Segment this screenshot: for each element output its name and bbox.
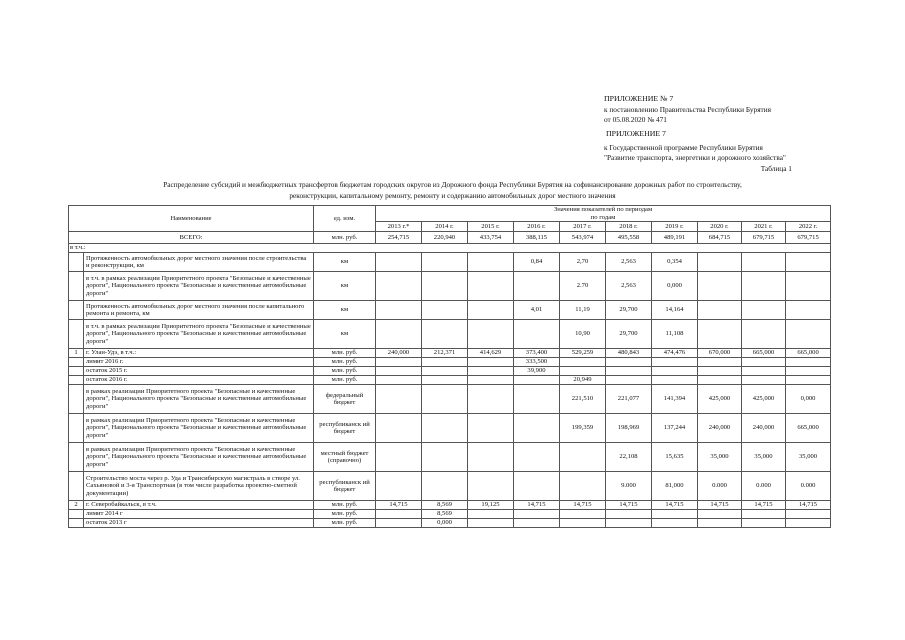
row-value (468, 414, 514, 443)
row-value: 240,000 (376, 349, 422, 358)
row-value: 10,90 (560, 320, 606, 349)
title-line-2: реконструкции, капитальному ремонту, ремонту и содержанию автомобильных дорог местного значения (289, 190, 616, 200)
year-header: 2017 г. (560, 222, 606, 232)
row-value (376, 510, 422, 519)
row-value (422, 472, 468, 501)
row-name: остаток 2013 г (84, 519, 314, 528)
row-value: 14,715 (786, 501, 831, 510)
table-row (69, 253, 831, 272)
row-value (514, 376, 560, 385)
row-value (468, 472, 514, 501)
table-row (69, 272, 831, 301)
row-unit: км (314, 301, 376, 320)
row-value (698, 376, 742, 385)
row-value (422, 301, 468, 320)
row-value (742, 301, 786, 320)
row-value (698, 367, 742, 376)
total-value: 489,191 (652, 232, 698, 244)
row-value (468, 358, 514, 367)
row-value (376, 472, 422, 501)
row-value (376, 519, 422, 528)
row-name: лимит 2016 г. (84, 358, 314, 367)
appendix-number-2: ПРИЛОЖЕНИЕ 7 (606, 129, 666, 138)
row-value (422, 253, 468, 272)
row-value: 14,715 (652, 501, 698, 510)
column-name-header: Наименование (69, 206, 314, 232)
appendix-header (604, 94, 771, 126)
row-value (786, 510, 831, 519)
row-number: 1 (69, 349, 84, 358)
year-header: 2016 г. (514, 222, 560, 232)
row-unit: млн. руб. (314, 358, 376, 367)
row-value: 2,70 (560, 253, 606, 272)
row-name: г. Улан-Удэ, в т.ч.: (84, 349, 314, 358)
row-value: 0,000 (786, 385, 831, 414)
row-value: 665,000 (742, 349, 786, 358)
row-value: 665,000 (786, 414, 831, 443)
table-row (69, 472, 831, 501)
row-value (698, 253, 742, 272)
row-value: 0,84 (514, 253, 560, 272)
row-value (698, 510, 742, 519)
row-value: 20,949 (560, 376, 606, 385)
row-value (376, 443, 422, 472)
row-value (742, 376, 786, 385)
program-name: "Развитие транспорта, энергетики и дорожного хозяйства" (604, 153, 786, 162)
row-value (468, 376, 514, 385)
row-number (69, 510, 84, 519)
row-number: 2 (69, 501, 84, 510)
row-value: 39,900 (514, 367, 560, 376)
year-header: 2013 г.* (376, 222, 422, 232)
row-value (742, 253, 786, 272)
row-number (69, 367, 84, 376)
row-value (560, 510, 606, 519)
row-value (786, 519, 831, 528)
total-value: 684,715 (698, 232, 742, 244)
row-value: 8,569 (422, 501, 468, 510)
row-unit: млн. руб. (314, 519, 376, 528)
table-row (69, 510, 831, 519)
row-number (69, 385, 84, 414)
row-value: 240,000 (698, 414, 742, 443)
row-unit: федеральный бюджет (314, 385, 376, 414)
total-value: 543,974 (560, 232, 606, 244)
row-unit: республиканск ий бюджет (314, 414, 376, 443)
row-name: Протяженность автомобильных дорог местного значения после строительства и реконструкции, км (84, 253, 314, 272)
table-row (69, 519, 831, 528)
row-value (422, 272, 468, 301)
row-value (652, 376, 698, 385)
row-value: 665,000 (786, 349, 831, 358)
row-value: 2.70 (560, 272, 606, 301)
row-number (69, 301, 84, 320)
row-value (560, 367, 606, 376)
row-value (422, 358, 468, 367)
table-row (69, 301, 831, 320)
row-value (560, 443, 606, 472)
row-value: 2,563 (606, 272, 652, 301)
row-value: 414,629 (468, 349, 514, 358)
row-value: 199,359 (560, 414, 606, 443)
row-value (606, 376, 652, 385)
column-years-header: по годам (376, 214, 831, 222)
row-value (422, 367, 468, 376)
row-number (69, 443, 84, 472)
program-reference: к Государственной программе Республики Бурятия (604, 142, 763, 152)
row-value (514, 510, 560, 519)
row-unit: республиканск ий бюджет (314, 472, 376, 501)
row-value: 14,715 (376, 501, 422, 510)
row-value (468, 320, 514, 349)
table-row (69, 414, 831, 443)
table-row (69, 349, 831, 358)
row-value (376, 367, 422, 376)
row-value (468, 301, 514, 320)
row-value: 8,569 (422, 510, 468, 519)
total-value: 495,558 (606, 232, 652, 244)
row-value: 11,19 (560, 301, 606, 320)
row-name: в т.ч. в рамках реализации Приоритетного проекта "Безопасные и качественные дороги", Национального проекта "Безопасные и качественные автомобильные дороги" (84, 320, 314, 349)
row-value (698, 301, 742, 320)
row-value: 198,969 (606, 414, 652, 443)
row-value (514, 414, 560, 443)
row-value (698, 272, 742, 301)
row-value: 2,563 (606, 253, 652, 272)
row-number (69, 519, 84, 528)
row-value (468, 385, 514, 414)
incl-row (69, 244, 831, 253)
row-value (376, 358, 422, 367)
row-value (606, 367, 652, 376)
year-header: 2018 г. (606, 222, 652, 232)
row-value: 425,000 (742, 385, 786, 414)
row-value (698, 358, 742, 367)
row-value (742, 358, 786, 367)
row-value (376, 301, 422, 320)
row-name: остаток 2015 г. (84, 367, 314, 376)
row-value (742, 272, 786, 301)
row-value: 0,000 (652, 272, 698, 301)
total-row (69, 232, 831, 244)
row-unit: млн. руб. (314, 376, 376, 385)
table-row (69, 358, 831, 367)
row-value (560, 519, 606, 528)
row-value: 14,715 (560, 501, 606, 510)
row-value (560, 472, 606, 501)
row-name: в рамках реализации Приоритетного проекта "Безопасные и качественные дороги", Национального проекта "Безопасные и качественные автомобильные дороги" (84, 443, 314, 472)
row-value (786, 376, 831, 385)
row-value (652, 367, 698, 376)
row-value (560, 358, 606, 367)
row-value: 425,000 (698, 385, 742, 414)
row-value: 0.000 (786, 472, 831, 501)
column-values-header: Значения показателей по периодам (376, 206, 831, 214)
row-number (69, 320, 84, 349)
row-value: 221,077 (606, 385, 652, 414)
row-value (606, 519, 652, 528)
row-value (468, 272, 514, 301)
row-value (376, 253, 422, 272)
row-name: в рамках реализации Приоритетного проекта "Безопасные и качественные дороги", Национального проекта "Безопасные и качественные автомобильные дороги" (84, 414, 314, 443)
appendix-number: ПРИЛОЖЕНИЕ № 7 (604, 94, 674, 103)
row-name: в т.ч. в рамках реализации Приоритетного проекта "Безопасные и качественные дороги", Национального проекта "Безопасные и качественные автомобильные дороги" (84, 272, 314, 301)
row-value: 480,843 (606, 349, 652, 358)
row-value (652, 510, 698, 519)
row-name: г. Северобайкальск, в т.ч. (84, 501, 314, 510)
row-value: 137,244 (652, 414, 698, 443)
row-value: 0.000 (698, 472, 742, 501)
row-value (514, 320, 560, 349)
row-value: 670,000 (698, 349, 742, 358)
row-value (376, 272, 422, 301)
row-value (468, 253, 514, 272)
row-number (69, 376, 84, 385)
row-value: 0,354 (652, 253, 698, 272)
row-value (786, 320, 831, 349)
subsidy-table (68, 205, 831, 528)
row-value: 35,000 (786, 443, 831, 472)
year-header: 2014 г. (422, 222, 468, 232)
row-value: 14,715 (742, 501, 786, 510)
total-value: 679,715 (742, 232, 786, 244)
year-header: 2021 г. (742, 222, 786, 232)
table-number: Таблица 1 (760, 163, 792, 173)
row-value (606, 358, 652, 367)
row-value: 22,108 (606, 443, 652, 472)
resolution-reference: к постановлению Правительства Республики Бурятия (604, 104, 772, 114)
row-unit: км (314, 253, 376, 272)
row-number (69, 414, 84, 443)
row-value: 212,371 (422, 349, 468, 358)
year-header: 2019 г. (652, 222, 698, 232)
row-value: 333,500 (514, 358, 560, 367)
row-value: 29,700 (606, 301, 652, 320)
row-unit: млн. руб. (314, 367, 376, 376)
row-number (69, 272, 84, 301)
row-value (468, 443, 514, 472)
row-value (422, 320, 468, 349)
row-value: 4,01 (514, 301, 560, 320)
row-unit: км (314, 320, 376, 349)
total-value: 254,715 (376, 232, 422, 244)
row-value (514, 472, 560, 501)
row-value (786, 367, 831, 376)
row-value (606, 510, 652, 519)
row-value (468, 367, 514, 376)
row-value (422, 376, 468, 385)
row-value (652, 519, 698, 528)
row-value: 373,400 (514, 349, 560, 358)
row-value: 141,394 (652, 385, 698, 414)
row-value (376, 385, 422, 414)
row-value: 81,000 (652, 472, 698, 501)
row-unit: км (314, 272, 376, 301)
row-value: 14,715 (514, 501, 560, 510)
table-row (69, 385, 831, 414)
row-value (514, 519, 560, 528)
year-header: 2020 г. (698, 222, 742, 232)
row-value (422, 443, 468, 472)
row-value: 0.000 (742, 472, 786, 501)
total-unit: млн. руб. (314, 232, 376, 244)
row-unit: млн. руб. (314, 510, 376, 519)
row-value (786, 358, 831, 367)
title-line-1: Распределение субсидий и межбюджетных трансфертов бюджетам городских округов из Дорожного фонда Республики Бурятия на софинансирование дорожных работ по строительству, (163, 180, 742, 189)
row-value: 14,164 (652, 301, 698, 320)
row-name: Строительство моста через р. Уда и Трансибирскую магистраль в створе ул. Сахьяновой и 3-я Транспортная (в том числе разработка проектно-сметной документации) (84, 472, 314, 501)
total-value: 388,115 (514, 232, 560, 244)
column-unit-header: ед. изм. (314, 206, 376, 232)
row-value (786, 301, 831, 320)
row-number (69, 358, 84, 367)
row-value (514, 272, 560, 301)
row-value (468, 519, 514, 528)
row-value: 11,108 (652, 320, 698, 349)
year-header: 2015 г. (468, 222, 514, 232)
row-value: 474,476 (652, 349, 698, 358)
row-name: лимит 2014 г (84, 510, 314, 519)
row-value: 19,125 (468, 501, 514, 510)
row-unit: млн. руб. (314, 349, 376, 358)
incl-label: в т.ч.: (69, 244, 831, 253)
row-value (468, 510, 514, 519)
row-value: 529,259 (560, 349, 606, 358)
row-value: 14,715 (606, 501, 652, 510)
row-value: 29,700 (606, 320, 652, 349)
row-value (698, 320, 742, 349)
row-number (69, 472, 84, 501)
row-value: 0,000 (422, 519, 468, 528)
row-name: Протяженность автомобильных дорог местного значения после капитального ремонта и ремонта, км (84, 301, 314, 320)
row-unit: местный бюджет (справочно) (314, 443, 376, 472)
row-value (786, 253, 831, 272)
row-value (376, 376, 422, 385)
table-body (69, 206, 831, 528)
row-value (514, 443, 560, 472)
row-value: 9.000 (606, 472, 652, 501)
table-row (69, 443, 831, 472)
row-value (376, 414, 422, 443)
row-unit: млн. руб. (314, 501, 376, 510)
table-row (69, 320, 831, 349)
table-row (69, 376, 831, 385)
table-row (69, 367, 831, 376)
total-label: ВСЕГО: (69, 232, 314, 244)
row-value: 14,715 (698, 501, 742, 510)
row-value: 35,000 (698, 443, 742, 472)
row-value (742, 519, 786, 528)
row-value (742, 367, 786, 376)
row-value (422, 414, 468, 443)
row-number (69, 253, 84, 272)
row-value (376, 320, 422, 349)
total-value: 679,715 (786, 232, 831, 244)
row-value (786, 272, 831, 301)
row-value: 35,000 (742, 443, 786, 472)
resolution-date: от 05.08.2020 № 471 (604, 115, 667, 124)
total-value: 433,754 (468, 232, 514, 244)
row-value (742, 510, 786, 519)
row-value (652, 358, 698, 367)
row-value (514, 385, 560, 414)
row-value: 240,000 (742, 414, 786, 443)
document-title (60, 180, 845, 201)
row-value: 221,510 (560, 385, 606, 414)
row-name: в рамках реализации Приоритетного проекта "Безопасные и качественные дороги", Национального проекта "Безопасные и качественные автомобильные дороги" (84, 385, 314, 414)
row-value (698, 519, 742, 528)
program-header (604, 129, 792, 174)
row-value (742, 320, 786, 349)
row-value (422, 385, 468, 414)
table-row (69, 501, 831, 510)
row-value: 15,635 (652, 443, 698, 472)
row-name: остаток 2016 г. (84, 376, 314, 385)
year-header: 2022 г. (786, 222, 831, 232)
header-row (69, 206, 831, 214)
total-value: 220,940 (422, 232, 468, 244)
